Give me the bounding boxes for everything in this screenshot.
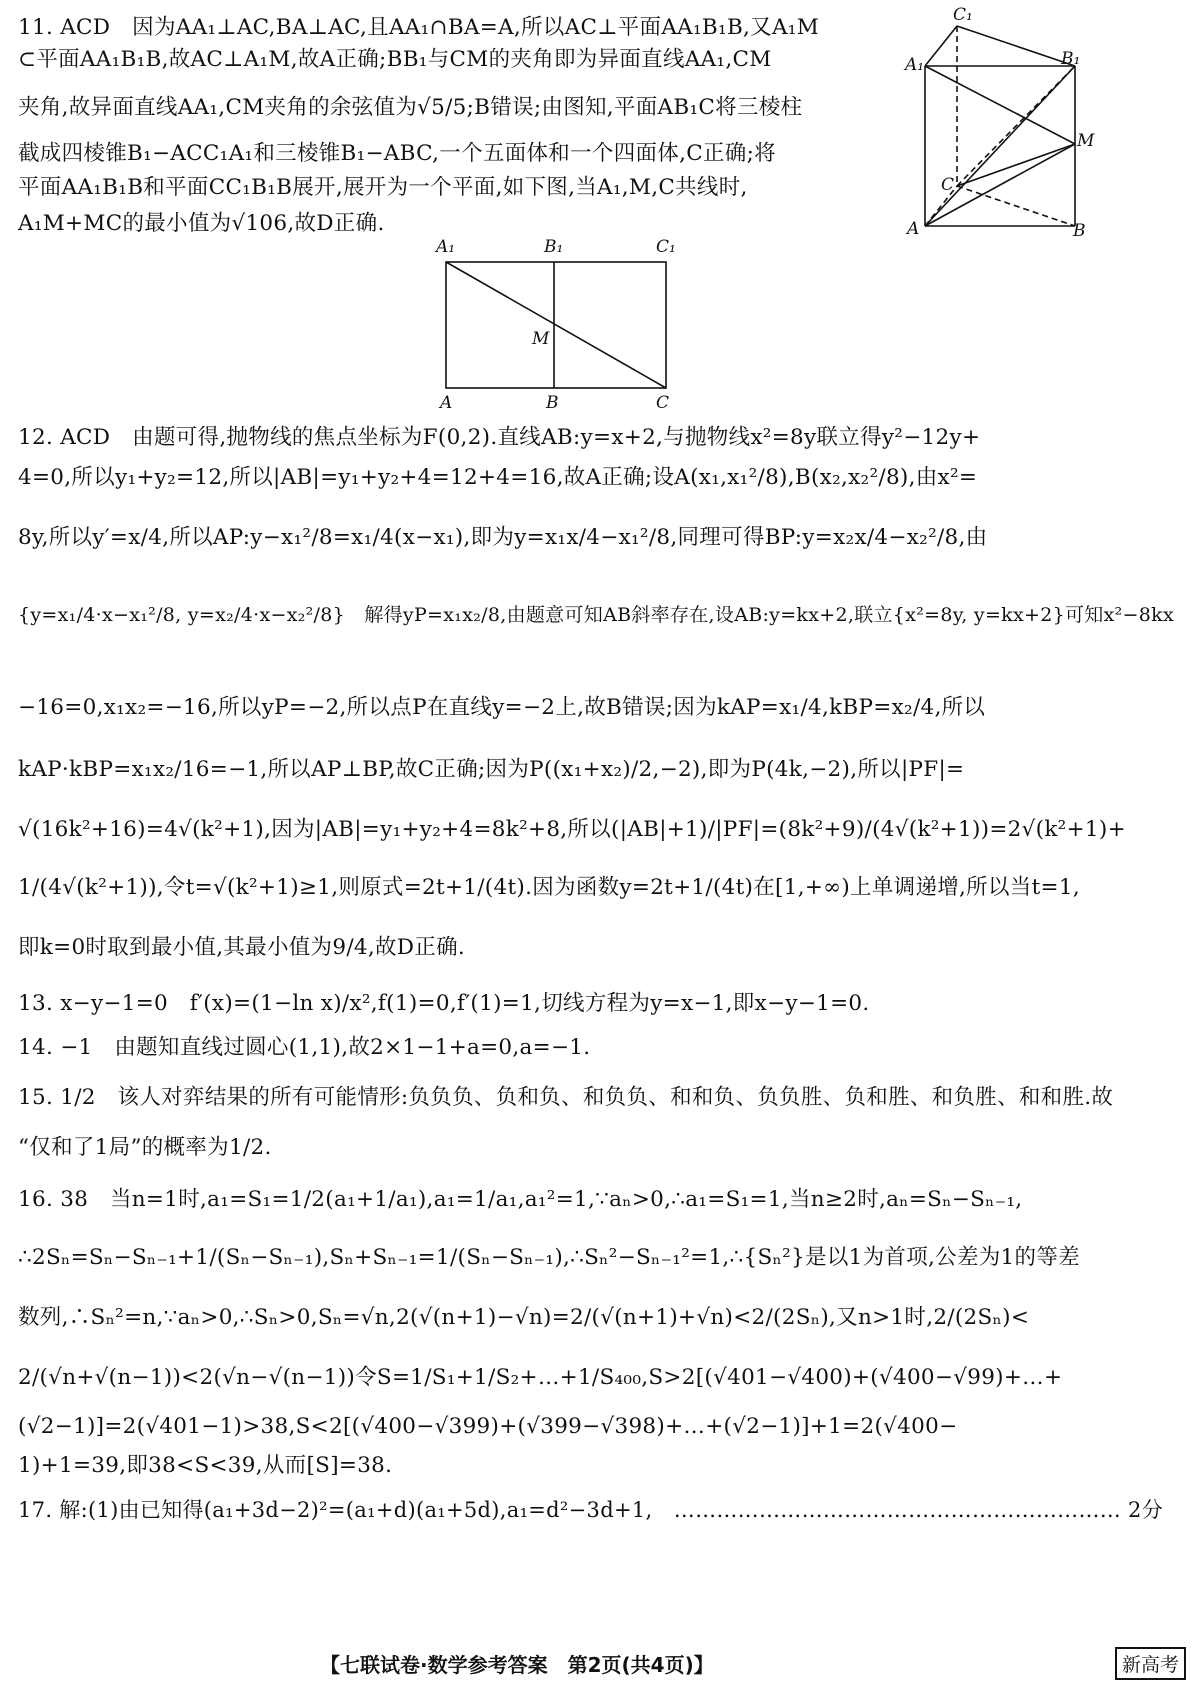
unfold-figure	[430, 232, 730, 412]
q12-line-3: 8y,所以y′=x/4,所以AP:y−x₁²/8=x₁/4(x−x₁),即为y=x₁x/4−x₁²/8,同理可得BP:y=x₂x/4−x₂²/8,由	[18, 525, 988, 550]
q12-line-8: 1/(4√(k²+1)),令t=√(k²+1)≥1,则原式=2t+1/(4t).因为函数y=2t+1/(4t)在[1,+∞)上单调递增,所以当t=1,	[18, 875, 1080, 900]
q16-line-1: 16. 38 当n=1时,a₁=S₁=1/2(a₁+1/a₁),a₁=1/a₁,a₁²=1,∵aₙ>0,∴a₁=S₁=1,当n≥2时,aₙ=Sₙ−Sₙ₋₁,	[18, 1187, 1023, 1212]
q12-line-1: 12. ACD 由题可得,抛物线的焦点坐标为F(0,2).直线AB:y=x+2,与抛物线x²=8y联立得y²−12y+	[18, 425, 981, 450]
q17-line: 17. 解:(1)由已知得(a₁+3d−2)²=(a₁+d)(a₁+5d),a₁=d²−3d+1, ……………………………………………………… 2分	[18, 1498, 1164, 1522]
q16-line-2: ∴2Sₙ=Sₙ−Sₙ₋₁+1/(Sₙ−Sₙ₋₁),Sₙ+Sₙ₋₁=1/(Sₙ−Sₙ₋₁),∴Sₙ²−Sₙ₋₁²=1,∴{Sₙ²}是以1为首项,公差为1的等差	[18, 1245, 1080, 1270]
q11-line-1: 11. ACD 因为AA₁⊥AC,BA⊥AC,且AA₁∩BA=A,所以AC⊥平面AA₁B₁B,又A₁M	[18, 15, 820, 40]
label-c1: C₁	[953, 5, 973, 25]
q11-line-5: 平面AA₁B₁B和平面CC₁B₁B展开,展开为一个平面,如下图,当A₁,M,C共线时,	[18, 175, 748, 200]
unfold-label-c1: C₁	[656, 237, 676, 257]
label-a: A	[907, 219, 920, 239]
q16-line-3: 数列,∴Sₙ²=n,∵aₙ>0,∴Sₙ>0,Sₙ=√n,2(√(n+1)−√n)=2/(√(n+1)+√n)<2/(2Sₙ),又n>1时,2/(2Sₙ)<	[18, 1305, 1030, 1330]
region-tag: 新高考	[1115, 1647, 1186, 1680]
page-footer	[0, 1643, 1200, 1683]
q16-line-4: 2/(√n+√(n−1))<2(√n−√(n−1))令S=1/S₁+1/S₂+…+1/S₄₀₀,S>2[(√401−√400)+(√400−√99)+…+	[18, 1365, 1063, 1390]
q11-line-6: A₁M+MC的最小值为√106,故D正确.	[18, 211, 385, 236]
q12-line-6: kAP·kBP=x₁x₂/16=−1,所以AP⊥BP,故C正确;因为P((x₁+x₂)/2,−2),即为P(4k,−2),所以|PF|=	[18, 757, 965, 782]
q16-line-6: 1)+1=39,即38<S<39,从而[S]=38.	[18, 1453, 393, 1478]
label-b: B	[1073, 221, 1086, 241]
unfold-label-a1: A₁	[436, 237, 456, 257]
unfold-label-b1: B₁	[544, 237, 564, 257]
label-m: M	[1077, 131, 1095, 151]
q13-line: 13. x−y−1=0 f′(x)=(1−ln x)/x²,f(1)=0,f′(1)=1,切线方程为y=x−1,即x−y−1=0.	[18, 991, 870, 1016]
label-b1: B₁	[1061, 49, 1081, 69]
q12-line-7: √(16k²+16)=4√(k²+1),因为|AB|=y₁+y₂+4=8k²+8,所以(|AB|+1)/|PF|=(8k²+9)/(4√(k²+1))=2√(k²+1)+	[18, 817, 1126, 842]
unfold-label-m: M	[532, 329, 550, 349]
unfold-label-c: C	[656, 393, 670, 413]
prism-figure-main	[905, 4, 1095, 241]
q15-line-2: “仅和了1局”的概率为1/2.	[18, 1135, 272, 1160]
q12-line-2: 4=0,所以y₁+y₂=12,所以|AB|=y₁+y₂+4=12+4=16,故A正确;设A(x₁,x₁²/8),B(x₂,x₂²/8),由x²=	[18, 465, 978, 490]
q15-line-1: 15. 1/2 该人对弈结果的所有可能情形:负负负、负和负、和负负、和和负、负负胜、负和胜、和负胜、和和胜.故	[18, 1085, 1114, 1110]
footer-text: 【七联试卷·数学参考答案 第2页(共4页)】	[320, 1653, 714, 1677]
unfold-label-b: B	[546, 393, 559, 413]
q11-line-4: 截成四棱锥B₁−ACC₁A₁和三棱锥B₁−ABC,一个五面体和一个四面体,C正确;将	[18, 141, 776, 166]
q12-line-5: −16=0,x₁x₂=−16,所以yP=−2,所以点P在直线y=−2上,故B错误;因为kAP=x₁/4,kBP=x₂/4,所以	[18, 695, 986, 720]
q14-line: 14. −1 由题知直线过圆心(1,1),故2×1−1+a=0,a=−1.	[18, 1035, 591, 1060]
label-a1: A₁	[905, 55, 925, 75]
unfold-label-a: A	[440, 393, 453, 413]
label-c: C	[941, 175, 955, 195]
q11-line-3: 夹角,故异面直线AA₁,CM夹角的余弦值为√5/5;B错误;由图知,平面AB₁C将三棱柱	[18, 95, 803, 120]
q12-line-9: 即k=0时取到最小值,其最小值为9/4,故D正确.	[18, 935, 466, 960]
q12-line-4: {y=x₁/4·x−x₁²/8, y=x₂/4·x−x₂²/8} 解得yP=x₁x₂/8,由题意可知AB斜率存在,设AB:y=kx+2,联立{x²=8y, y=kx+2}可知x²−8kx	[18, 604, 1174, 626]
q11-line-2: ⊂平面AA₁B₁B,故AC⊥A₁M,故A正确;BB₁与CM的夹角即为异面直线AA₁,CM	[18, 47, 772, 72]
q16-line-5: (√2−1)]=2(√401−1)>38,S<2[(√400−√399)+(√399−√398)+…+(√2−1)]+1=2(√400−	[18, 1414, 958, 1439]
